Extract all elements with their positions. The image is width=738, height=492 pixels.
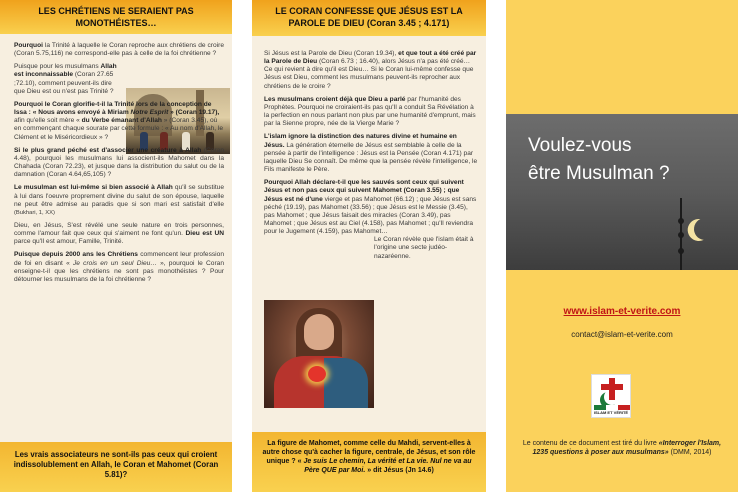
panel2-header: LE CORAN CONFESSE QUE JÉSUS EST LA PAROLE DE DIEU (Coran 3.45 ; 4.171) (252, 0, 486, 36)
islam-et-verite-logo: ISLAM ET VÉRITÉ (591, 374, 631, 418)
paragraph: Puisque depuis 2000 ans les Chrétiens commencent leur profession de foi en disant « Je crois en un seul Dieu… », pourquoi le Coran enseigne-t-il que les chrétiens ne sont pas monothéistes ? Pour détourner les musulmans de la foi chrétienne ? (14, 251, 224, 283)
panel1-header: LES CHRÉTIENS NE SERAIENT PAS MONOTHÉISTES… (0, 0, 232, 34)
night-sky-banner (506, 114, 738, 270)
panel2-body (264, 50, 478, 266)
paragraph: Le musulman est lui-même si bien associé à Allah qu'il se substitue à lui dans l'oeuvre proprement divine du salut de son épouse, laquelle ne peut être admise au paradis que si son mari est satisfait d'elle (Bukhari, 1, XX) (14, 184, 224, 216)
paragraph: Pourquoi Allah déclare-t-il que les sauvés sont ceux qui suivent Jésus et non pas ceux qui suivent Mahomet (Coran 3.55) ; que Jésus est né d'une vierge et pas Mahomet (66.12) ; que Jésus est sans péché (19.19), pas Mahomet (33.56) ; que Jésus est le Messie (3.45), pas Mahomet ; que Jésus faisait des miracles (Coran 3.49), pas Mahomet ; que Jésus est au Ciel (4.158), pas Mahomet ; qu'Il reviendra pour le Jugement (4.159), pas Mahomet… (264, 179, 477, 236)
panel-monotheism (0, 0, 232, 492)
paragraph: Le Coran révèle que l'islam était à l'origine une secte judéo-nazaréenne. (374, 236, 474, 260)
sacred-heart-painting (264, 300, 374, 408)
panel-word-of-god (252, 0, 486, 492)
panel-cover (506, 0, 738, 492)
panel2-footer: La figure de Mahomet, comme celle du Mahdi, servent-elles à autre chose qu'à cacher la figure, centrale, de Jésus, et son rôle unique ? « Je suis Le chemin, La vérité et La vie. Nul ne va au Père QUE par Moi. » dit Jésus (Jn 14.6) (252, 432, 486, 492)
paragraph: Pourquoi le Coran glorifie-t-il la Trinité lors de la conception de Issa : « Nous avons envoyé à Miriam Notre Esprit » (Coran 19.17), afin qu'elle soit mère « du Verbe émanant d'Allah » (Coran 3.45), où en commençant chaque sourate par cette formule : « Au nom d'Allah, le Clément et le Miséricordieux » ? (14, 100, 224, 141)
minaret-spire-icon (678, 198, 684, 270)
contact-email[interactable]: contact@islam-et-verite.com (571, 330, 673, 339)
panel1-footer: Les vrais associateurs ne sont-ils pas ceux qui croient indissolublement en Allah, le Coran et Mahomet (Coran 5.81)? (0, 442, 232, 492)
paragraph: L'islam ignore la distinction des natures divine et humaine en Jésus. La génération éternelle de Jésus est semblable à celle de la pensée à partir de l'intelligence : Jésus est la Pensée (Coran 4.171) par laquelle Dieu Se connaît. De même que la pensée révèle l'intelligence, le Fils manifeste le Père. (264, 133, 478, 174)
paragraph: Si Jésus est la Parole de Dieu (Coran 19.34), et que tout a été créé par la Parole de Dieu (Coran 6.73 ; 16.40), alors Jésus n'a pas été créé… Ce qui revient à dire qu'il est Dieu… Si le Coran lui-même confesse que Jésus est Dieu, comment les musulmans peuvent-ils reprocher aux chrétiens de le croire ? (264, 50, 477, 90)
crescent-moon-icon (690, 214, 720, 244)
cover-title: Voulez-vous être Musulman ? (528, 135, 670, 184)
paragraph: Si le plus grand péché est d'associer une créature à Allah (Coran 4.48), pourquoi les musulmans lui associent-ils Mahomet dans la Chahada (Coran 72.23), et jusque dans la distribution du salut ou de la damnation (Coran 4.64,65,105) ? (14, 146, 224, 179)
website-link[interactable]: www.islam-et-verite.com (563, 306, 681, 317)
paragraph: Dieu, en Jésus, S'est révélé une seule nature en trois personnes, comme l'amour fait que ceux qui s'aiment ne font qu'un. Dieu est UN parce qu'Il est amour, Famille, Trinité. (14, 221, 224, 246)
panel1-body (14, 42, 224, 289)
source-credit: Le contenu de ce document est tiré du livre «Interroger l'Islam, 1235 questions à poser aux musulmans» (DMM, 2014) (522, 440, 722, 456)
paragraph: Les musulmans croient déjà que Dieu a parlé par l'humanité des Prophètes. Pourquoi ne croiraient-ils pas qu'Il a conduit Sa Révélation à la perfection en nous parlant non plus par une humanité d'emprunt, mais par la Sienne propre, née de la Vierge Marie ? (264, 95, 476, 128)
paragraph: Pourquoi la Trinité à laquelle le Coran reproche aux chrétiens de croire (Coran 5.75,116) ne correspond-elle pas à celle de la foi chrétienne ? (14, 42, 224, 58)
paragraph: Puisque pour les musulmans Allah est inconnaissable (Coran 27.65 ;72.10), comment peuvent-ils dire que Dieu est ou n'est pas Trinité ? (14, 63, 117, 95)
